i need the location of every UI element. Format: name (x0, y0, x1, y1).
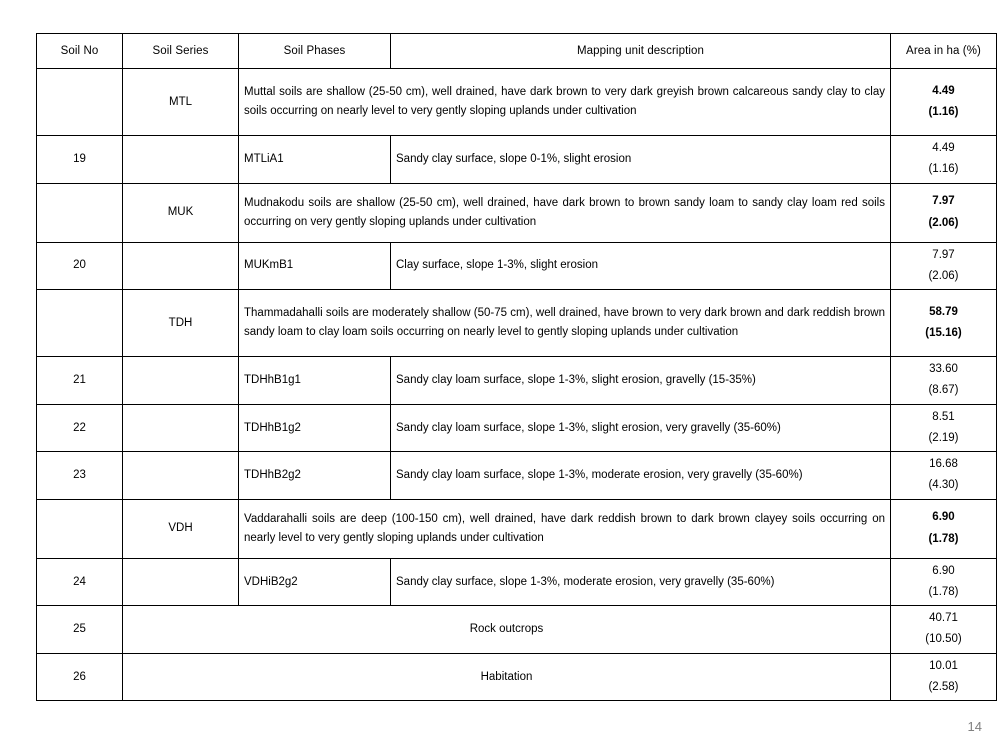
cell-mapping-unit-description: Sandy clay surface, slope 1-3%, moderate erosion, very gravelly (35-60%) (391, 558, 891, 606)
area-value: 40.71 (929, 612, 958, 625)
area-value: 4.49 (932, 84, 955, 97)
area-value: 7.97 (932, 195, 955, 208)
cell-soil-phase: TDHhB2g2 (239, 452, 391, 500)
cell-area (891, 606, 997, 654)
cell-soil-no: 24 (37, 558, 123, 606)
cell-soil-no: 19 (37, 136, 123, 184)
table-row (37, 69, 997, 136)
cell-soil-phase: MUKmB1 (239, 242, 391, 290)
area-percent: (1.16) (928, 163, 959, 176)
table-row (37, 452, 997, 500)
cell-soil-phase: TDHhB1g2 (239, 404, 391, 452)
table-row (37, 404, 997, 452)
cell-area (891, 136, 997, 184)
table-row (37, 606, 997, 654)
column-header-soil-series: Soil Series (123, 34, 239, 69)
cell-soil-no: 21 (37, 357, 123, 405)
cell-mapping-unit-description: Sandy clay loam surface, slope 1-3%, moderate erosion, very gravelly (35-60%) (391, 452, 891, 500)
area-percent: (15.16) (925, 327, 962, 340)
cell-soil-series: MUK (123, 183, 239, 242)
cell-mapping-unit-description: Mudnakodu soils are shallow (25-50 cm), well drained, have dark brown to brown sandy loam to sandy clay loam red soils occurring on very gently sloping uplands under cultivation (239, 183, 891, 242)
area-percent: (8.67) (928, 384, 959, 397)
soil-mapping-table-container (36, 33, 996, 701)
table-body (37, 69, 997, 701)
cell-mapping-unit-description: Sandy clay loam surface, slope 1-3%, slight erosion, gravelly (15-35%) (391, 357, 891, 405)
area-percent: (1.16) (928, 106, 959, 118)
table-row (37, 653, 997, 701)
area-percent: (2.06) (928, 269, 959, 282)
cell-mapping-unit-description: Sandy clay loam surface, slope 1-3%, slight erosion, very gravelly (35-60%) (391, 404, 891, 452)
cell-mapping-unit-description: Muttal soils are shallow (25-50 cm), well drained, have dark brown to very dark greyish brown calcareous sandy clay to clay soils occurring on nearly level to very gently sloping uplands under cultivation (239, 69, 891, 136)
cell-soil-series: TDH (123, 290, 239, 357)
area-percent: (1.78) (928, 532, 959, 545)
table-row (37, 290, 997, 357)
cell-soil-no (37, 183, 123, 242)
cell-mapping-unit-description: Habitation (123, 653, 891, 701)
cell-soil-series (123, 242, 239, 290)
area-percent: (10.50) (925, 633, 962, 646)
area-value: 6.90 (932, 511, 955, 524)
table-row (37, 242, 997, 290)
cell-soil-no (37, 69, 123, 136)
cell-soil-no: 23 (37, 452, 123, 500)
cell-soil-phase: VDHiB2g2 (239, 558, 391, 606)
table-row (37, 558, 997, 606)
cell-area (891, 452, 997, 500)
cell-soil-no: 25 (37, 606, 123, 654)
cell-soil-series (123, 404, 239, 452)
cell-area (891, 558, 997, 606)
page-number: 14 (967, 719, 982, 734)
cell-area (891, 499, 997, 558)
cell-area (891, 290, 997, 357)
area-percent: (4.30) (928, 479, 959, 492)
cell-mapping-unit-description: Rock outcrops (123, 606, 891, 654)
cell-mapping-unit-description: Vaddarahalli soils are deep (100-150 cm), well drained, have dark reddish brown to dark brown clayey soils occurring on nearly level to very gently sloping uplands under cultivation (239, 499, 891, 558)
area-value: 16.68 (929, 458, 958, 471)
cell-area (891, 69, 997, 136)
table-header (37, 34, 997, 69)
cell-area (891, 404, 997, 452)
cell-soil-no (37, 290, 123, 357)
area-value: 6.90 (932, 564, 955, 577)
cell-soil-no (37, 499, 123, 558)
table-row (37, 499, 997, 558)
column-header-soil-phases: Soil Phases (239, 34, 391, 69)
cell-soil-no: 26 (37, 653, 123, 701)
cell-area (891, 357, 997, 405)
cell-mapping-unit-description: Thammadahalli soils are moderately shallow (50-75 cm), well drained, have brown to very dark brown and dark reddish brown sandy loam to clay loam soils occurring on nearly level to gently sloping uplands under cultivation (239, 290, 891, 357)
area-value: 10.01 (929, 659, 958, 672)
table-row (37, 136, 997, 184)
cell-mapping-unit-description: Clay surface, slope 1-3%, slight erosion (391, 242, 891, 290)
soil-mapping-table (36, 33, 997, 701)
cell-area (891, 653, 997, 701)
cell-soil-series (123, 136, 239, 184)
cell-soil-no: 22 (37, 404, 123, 452)
cell-soil-series (123, 452, 239, 500)
cell-soil-series: MTL (123, 69, 239, 136)
area-value: 8.51 (932, 410, 955, 423)
column-header-mapping-unit-description: Mapping unit description (391, 34, 891, 69)
cell-soil-series (123, 357, 239, 405)
area-percent: (2.58) (928, 680, 959, 693)
column-header-area: Area in ha (%) (891, 34, 997, 69)
area-percent: (2.06) (928, 216, 959, 229)
table-header-row (37, 34, 997, 69)
cell-mapping-unit-description: Sandy clay surface, slope 0-1%, slight erosion (391, 136, 891, 184)
area-value: 7.97 (932, 248, 955, 261)
area-percent: (1.78) (928, 585, 959, 598)
area-percent: (2.19) (928, 431, 959, 444)
area-value: 33.60 (929, 363, 958, 376)
table-row (37, 183, 997, 242)
cell-soil-series (123, 558, 239, 606)
cell-soil-phase: TDHhB1g1 (239, 357, 391, 405)
cell-area (891, 242, 997, 290)
area-value: 58.79 (929, 305, 958, 318)
cell-soil-series: VDH (123, 499, 239, 558)
table-row (37, 357, 997, 405)
area-value: 4.49 (932, 142, 955, 154)
cell-area (891, 183, 997, 242)
cell-soil-no: 20 (37, 242, 123, 290)
column-header-soil-no: Soil No (37, 34, 123, 69)
cell-soil-phase: MTLiA1 (239, 136, 391, 184)
